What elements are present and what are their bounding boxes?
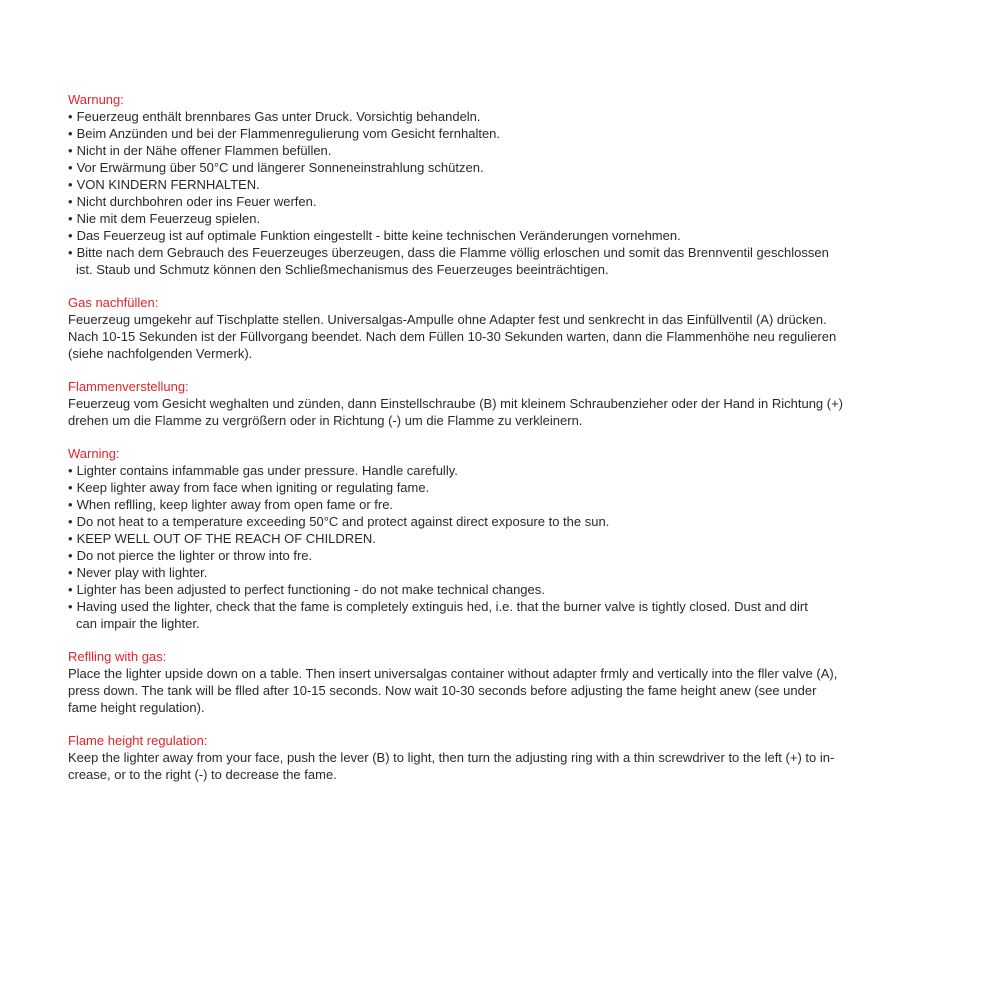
section-heading: Reflling with gas: [68,649,167,664]
line-text: When reflling, keep lighter away from open fame or fre. [76,497,394,512]
line-text: Bitte nach dem Gebrauch des Feuerzeuges überzeugen, dass die Flamme völlig erloschen und somit das Brennventil geschlossen [76,245,829,260]
bullet-line [68,496,968,513]
line-text: can impair the lighter. [76,616,200,631]
line-text: Nicht durchbohren oder ins Feuer werfen. [76,194,317,209]
text-line [68,615,968,632]
bullet-marker: • [68,211,73,226]
line-text: Feuerzeug vom Gesicht weghalten und zünden, dann Einstellschraube (B) mit kleinem Schraubenzieher oder der Hand in Richtung (+) [68,396,844,411]
bullet-marker: • [68,548,73,563]
line-text: Never play with lighter. [76,565,208,580]
line-text: Beim Anzünden und bei der Flammenregulierung vom Gesicht fernhalten. [76,126,501,141]
bullet-marker: • [68,109,73,124]
bullet-line [68,210,968,227]
section-heading: Flammenverstellung: [68,379,189,394]
bullet-marker: • [68,245,73,260]
section-reflling-with-gas [68,648,968,716]
instruction-sheet [68,91,968,799]
section-heading: Warnung: [68,92,124,107]
section-heading: Warning: [68,446,120,461]
text-line [68,699,968,716]
line-text: Nach 10-15 Sekunden ist der Füllvorgang beendet. Nach dem Füllen 10-30 Sekunden warten, dann die Flammenhöhe neu regulieren [68,329,837,344]
bullet-line [68,108,968,125]
section-flammenverstellung [68,378,968,429]
line-text: KEEP WELL OUT OF THE REACH OF CHILDREN. [76,531,376,546]
line-text: Das Feuerzeug ist auf optimale Funktion eingestellt - bitte keine technischen Veränderungen vornehmen. [76,228,681,243]
line-text: Nicht in der Nähe offener Flammen befüllen. [76,143,332,158]
section-heading: Flame height regulation: [68,733,208,748]
line-text: Lighter has been adjusted to perfect functioning - do not make technical changes. [76,582,545,597]
line-text: Feuerzeug enthält brennbares Gas unter Druck. Vorsichtig behandeln. [76,109,481,124]
bullet-marker: • [68,143,73,158]
text-line [68,328,968,345]
bullet-marker: • [68,160,73,175]
line-text: fame height regulation). [68,700,205,715]
bullet-line [68,142,968,159]
text-line [68,766,968,783]
bullet-line [68,176,968,193]
bullet-line [68,564,968,581]
bullet-line [68,513,968,530]
text-line [68,682,968,699]
bullet-line [68,193,968,210]
bullet-marker: • [68,177,73,192]
bullet-line [68,547,968,564]
bullet-line [68,125,968,142]
line-text: drehen um die Flamme zu vergrößern oder in Richtung (-) um die Flamme zu verkleinern. [68,413,583,428]
text-line [68,345,968,362]
bullet-marker: • [68,194,73,209]
line-text: press down. The tank will be flled after 10-15 seconds. Now wait 10-30 seconds before adjusting the fame height anew (see under [68,683,817,698]
bullet-line [68,479,968,496]
bullet-marker: • [68,565,73,580]
line-text: Lighter contains infammable gas under pressure. Handle carefully. [76,463,458,478]
line-text: Keep the lighter away from your face, push the lever (B) to light, then turn the adjusting ring with a thin screwdriver to the left (+) to in- [68,750,835,765]
line-text: Vor Erwärmung über 50°C und längerer Sonneneinstrahlung schützen. [76,160,484,175]
line-text: VON KINDERN FERNHALTEN. [76,177,260,192]
line-text: Nie mit dem Feuerzeug spielen. [76,211,261,226]
text-line [68,749,968,766]
line-text: (siehe nachfolgenden Vermerk). [68,346,253,361]
bullet-marker: • [68,228,73,243]
bullet-line [68,462,968,479]
bullet-marker: • [68,497,73,512]
text-line [68,665,968,682]
text-line [68,261,968,278]
bullet-line [68,581,968,598]
line-text: Do not heat to a temperature exceeding 50°C and protect against direct exposure to the sun. [76,514,610,529]
text-line [68,395,968,412]
text-line [68,311,968,328]
line-text: Keep lighter away from face when igniting or regulating fame. [76,480,430,495]
line-text: Place the lighter upside down on a table. Then insert universalgas container without adapter frmly and vertically into the fller valve (A), [68,666,838,681]
section-warning-en [68,445,968,632]
bullet-marker: • [68,480,73,495]
text-line [68,412,968,429]
bullet-marker: • [68,463,73,478]
bullet-line [68,227,968,244]
line-text: Feuerzeug umgekehr auf Tischplatte stellen. Universalgas-Ampulle ohne Adapter fest und senkrecht in das Einfüllventil (A) drücken. [68,312,827,327]
section-heading: Gas nachfüllen: [68,295,159,310]
line-text: crease, or to the right (-) to decrease the fame. [68,767,337,782]
bullet-marker: • [68,582,73,597]
line-text: ist. Staub und Schmutz können den Schließmechanismus des Feuerzeuges beeinträchtigen. [76,262,609,277]
section-warnung-de [68,91,968,278]
bullet-line [68,530,968,547]
bullet-line [68,159,968,176]
bullet-marker: • [68,126,73,141]
bullet-marker: • [68,599,73,614]
line-text: Do not pierce the lighter or throw into fre. [76,548,313,563]
section-gas-nachfuellen [68,294,968,362]
bullet-marker: • [68,514,73,529]
section-flame-height-regulation [68,732,968,783]
bullet-line [68,244,968,261]
bullet-marker: • [68,531,73,546]
line-text: Having used the lighter, check that the fame is completely extinguis hed, i.e. that the burner valve is tightly closed. Dust and dirt [76,599,808,614]
bullet-line [68,598,968,615]
